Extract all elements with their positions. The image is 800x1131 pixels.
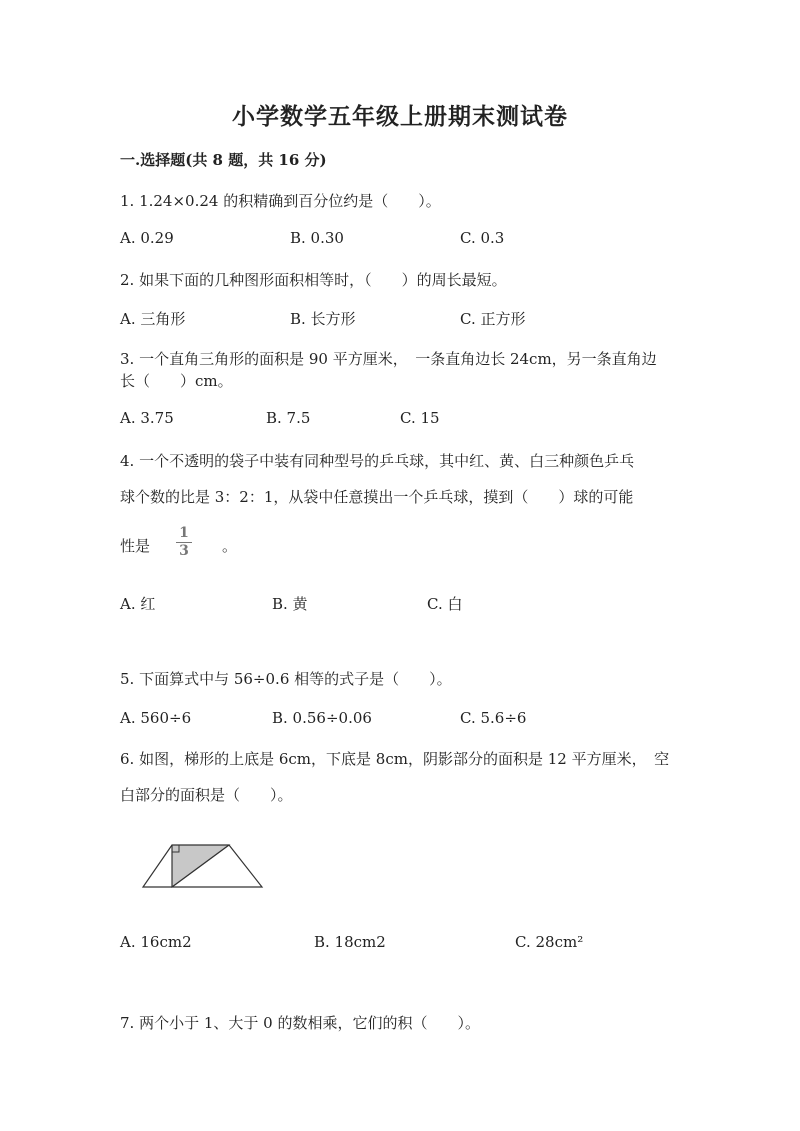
trapezoid-figure xyxy=(138,840,268,892)
q6-option-b: B. 18cm2 xyxy=(314,933,386,951)
q6-option-c: C. 28cm² xyxy=(515,933,584,951)
question-1: 1. 1.24×0.24 的积精确到百分位约是（ ）。 xyxy=(120,192,441,210)
page-title: 小学数学五年级上册期末测试卷 xyxy=(232,103,568,130)
q3-option-c: C. 15 xyxy=(400,409,440,427)
question-7: 7. 两个小于 1、大于 0 的数相乘，它们的积（ ）。 xyxy=(120,1014,480,1032)
q1-option-b: B. 0.30 xyxy=(290,229,344,247)
q3-option-b: B. 7.5 xyxy=(266,409,311,427)
fraction-numerator: 1 xyxy=(179,525,189,541)
question-4-line-3-suffix: 。 xyxy=(222,537,238,555)
q2-option-b: B. 长方形 xyxy=(290,310,356,328)
q4-option-a: A. 红 xyxy=(120,595,156,613)
question-4-line-3-prefix: 性是 xyxy=(120,537,151,555)
question-6-line-2: 白部分的面积是（ ）。 xyxy=(120,786,293,804)
q4-option-c: C. 白 xyxy=(427,595,463,613)
q2-option-a: A. 三角形 xyxy=(120,310,186,328)
q6-option-a: A. 16cm2 xyxy=(120,933,192,951)
q2-option-c: C. 正方形 xyxy=(460,310,526,328)
q5-option-a: A. 560÷6 xyxy=(120,709,192,727)
question-3-line-2: 长（ ）cm。 xyxy=(120,372,233,390)
question-5: 5. 下面算式中与 56÷0.6 相等的式子是（ ）。 xyxy=(120,670,452,688)
question-4-line-1: 4. 一个不透明的袋子中装有同种型号的乒乓球，其中红、黄、白三种颜色乒乓 xyxy=(120,452,635,470)
q1-option-c: C. 0.3 xyxy=(460,229,505,247)
q3-option-a: A. 3.75 xyxy=(120,409,174,427)
section-heading: 一.选择题(共 8 题，共 16 分) xyxy=(120,151,327,169)
question-2: 2. 如果下面的几种图形面积相等时，（ ）的周长最短。 xyxy=(120,271,507,289)
fraction-one-third xyxy=(176,526,192,559)
q5-option-b: B. 0.56÷0.06 xyxy=(272,709,372,727)
q1-option-a: A. 0.29 xyxy=(120,229,174,247)
question-6-line-1: 6. 如图，梯形的上底是 6cm，下底是 8cm，阴影部分的面积是 12 平方厘米， 空 xyxy=(120,750,670,768)
fraction-denominator: 3 xyxy=(179,543,189,559)
question-4-line-2: 球个数的比是 3：2：1，从袋中任意摸出一个乒乓球，摸到（ ）球的可能 xyxy=(120,488,634,506)
q5-option-c: C. 5.6÷6 xyxy=(460,709,527,727)
question-3-line-1: 3. 一个直角三角形的面积是 90 平方厘米， 一条直角边长 24cm，另一条直角边 xyxy=(120,350,657,368)
q4-option-b: B. 黄 xyxy=(272,595,308,613)
